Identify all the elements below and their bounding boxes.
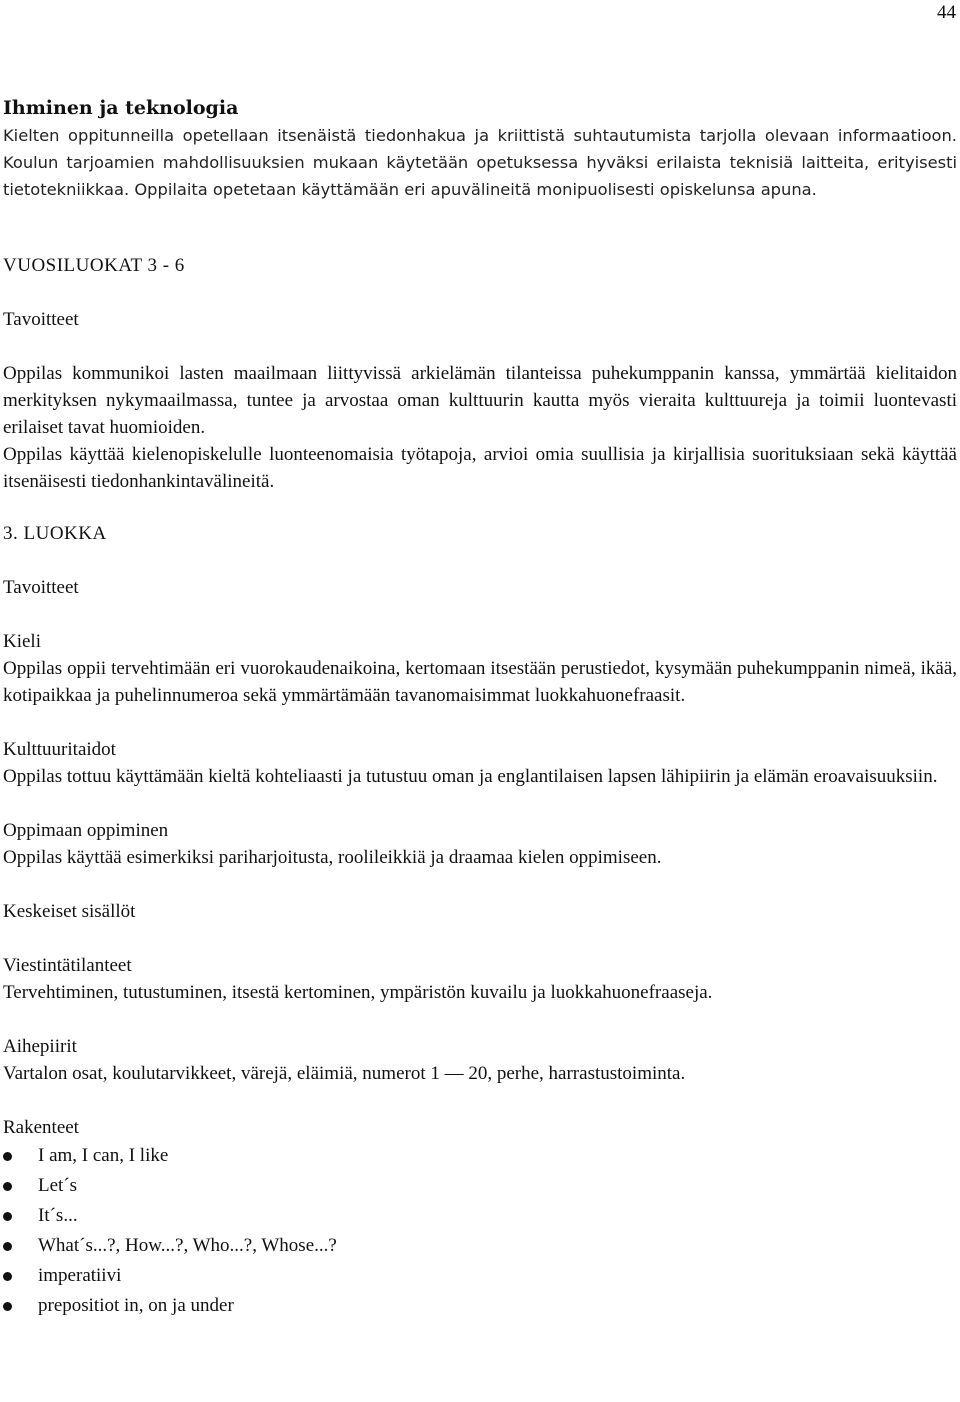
kieli-text: Oppilas oppii tervehtimään eri vuorokaudenaikoina, kertomaan itsestään perustiedot, kysymään puhekumppanin nimeä, ikää, kotipaikkaa ja puhelinnumeroa sekä ymmärtämään tavanomaisimmat luokkahuonefraasit. [3,658,957,706]
page-number: 44 [937,2,956,23]
goals-paragraph-1: Oppilas kommunikoi lasten maailmaan liittyvissä arkielämän tilanteissa puhekumppanin kanssa, ymmärtää kielitaidon merkityksen nykymaailmassa, tuntee ja arvostaa oman kulttuurin kautta myös vieraita kulttuureja ja toimii luontevasti erilaiset tavat huomioiden. [3,363,957,438]
keskeiset-heading: Keskeiset sisällöt [3,901,136,922]
aihepiirit-text: Vartalon osat, koulutarvikkeet, värejä, eläimiä, numerot 1 — 20, perhe, harrastustoiminta. [3,1063,686,1084]
document-body [3,94,957,1321]
list-item: It´s... [3,1201,957,1231]
rakenteet-list [3,1141,957,1321]
rakenteet-heading: Rakenteet [3,1117,79,1138]
intro-title: Ihminen ja teknologia [3,97,239,119]
kulttuuritaidot-heading: Kulttuuritaidot [3,739,116,760]
grade-heading: 3. LUOKKA [3,523,107,544]
list-item: prepositiot in, on ja under [3,1291,957,1321]
intro-body: Kielten oppitunneilla opetellaan itsenäistä tiedonhakua ja kriittistä suhtautumista tarjolla olevaan informaatioon. Koulun tarjoamien mahdollisuuksien mukaan käytetään opetuksessa hyväksi erilaista teknisiä laitteita, erityisesti tietotekniikkaa. Oppilaita opetetaan käyttämään eri apuvälineitä monipuolisesti opiskelunsa apuna. [3,126,957,199]
goals-heading: Tavoitteet [3,309,79,330]
list-item: Let´s [3,1171,957,1201]
viestintatilanteet-heading: Viestintätilanteet [3,955,132,976]
bullet-icon [3,1302,12,1311]
kulttuuritaidot-text: Oppilas tottuu käyttämään kieltä kohteliaasti ja tutustuu oman ja englantilaisen lapsen lähipiirin ja elämän eroavaisuuksiin. [3,766,938,787]
bullet-icon [3,1152,12,1161]
list-item: imperatiivi [3,1261,957,1291]
bullet-icon [3,1272,12,1281]
bullet-icon [3,1182,12,1191]
bullet-icon [3,1242,12,1251]
aihepiirit-heading: Aihepiirit [3,1036,77,1057]
list-item: I am, I can, I like [3,1141,957,1171]
oppimaan-oppiminen-heading: Oppimaan oppiminen [3,820,169,841]
grade-goals-heading: Tavoitteet [3,577,79,598]
section-heading: VUOSILUOKAT 3 - 6 [3,255,185,276]
goals-paragraph-2: Oppilas käyttää kielenopiskelulle luonteenomaisia työtapoja, arvioi omia suullisia ja kirjallisia suorituksiaan sekä käyttää itsenäisesti tiedonhankintavälineitä. [3,444,957,492]
viestintatilanteet-text: Tervehtiminen, tutustuminen, itsestä kertominen, ympäristön kuvailu ja luokkahuonefraaseja. [3,982,713,1003]
kieli-heading: Kieli [3,631,41,652]
bullet-icon [3,1212,12,1221]
oppimaan-oppiminen-text: Oppilas käyttää esimerkiksi pariharjoitusta, roolileikkiä ja draamaa kielen oppimiseen. [3,847,662,868]
list-item: What´s...?, How...?, Who...?, Whose...? [3,1231,957,1261]
